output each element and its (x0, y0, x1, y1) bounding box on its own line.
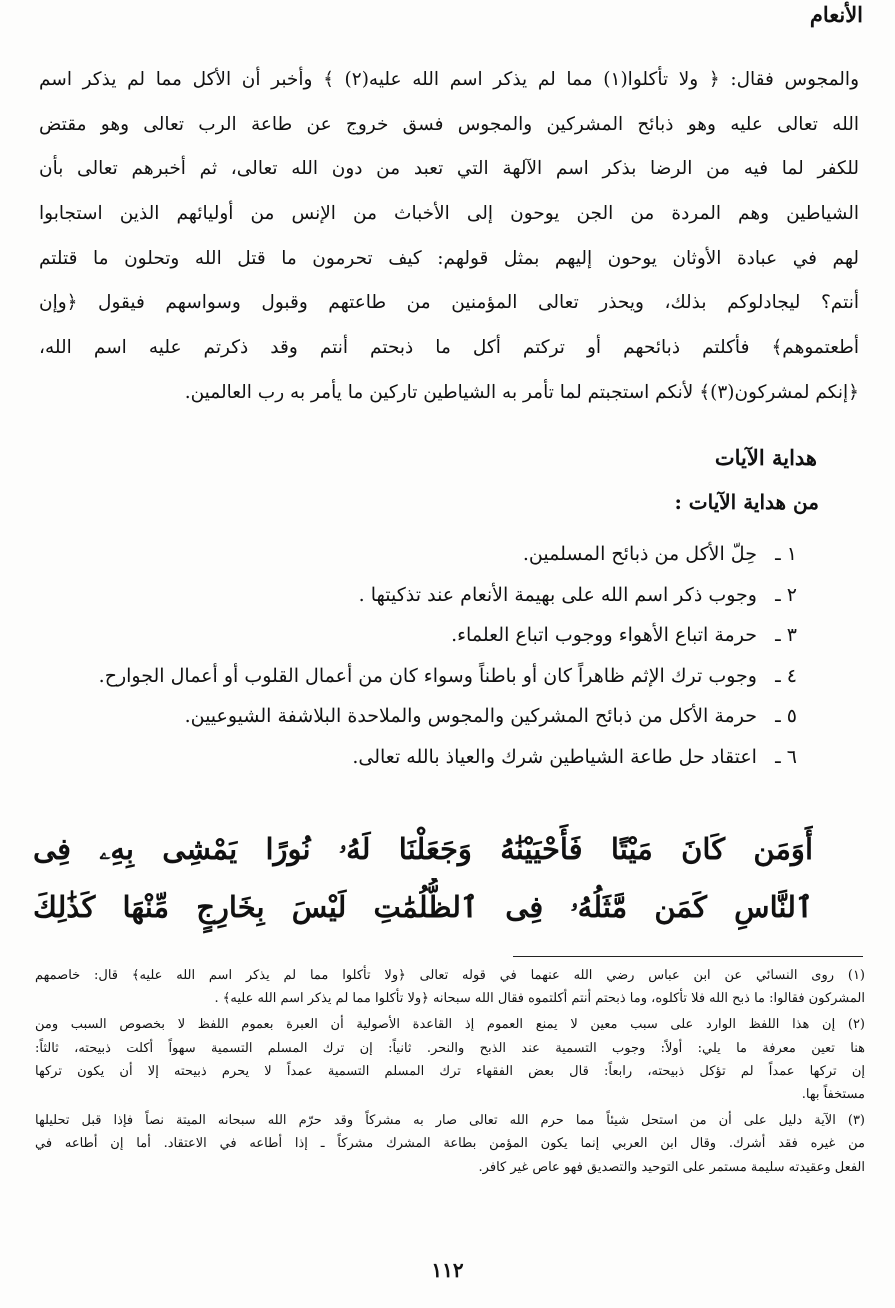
item-text: وجوب ذكر اسم الله على بهيمة الأنعام عند تذكيتها . (358, 583, 757, 606)
text-line: أنتم؟ ليجادلوكم بذلك، ويحذر تعالى المؤمنين من طاعتهم وقبول وسواسهم فيقول ﴿وإن (39, 292, 859, 314)
tafsir-text (39, 58, 859, 416)
footnote-line: من غيره فقد أشرك. وقال ابن العربي إنما يكون المؤمن بطاعة المشرك مشركاً ـ إذا أطاعه في الاعتقاد. أما إن أطاعه في (35, 1136, 865, 1152)
footnote (35, 1109, 865, 1179)
subsection-title: من هداية الآيات : (674, 490, 819, 514)
item-number: ٣ ـ (775, 624, 797, 646)
list-item (37, 534, 797, 575)
item-number: ٦ ـ (775, 745, 797, 768)
verse-line: أَوَمَن كَانَ مَيْتًا فَأَحْيَيْنَٰهُ وَجَعَلْنَا لَهُۥ نُورًا يَمْشِى بِهِۦ فِى (33, 832, 813, 866)
text-line: الشياطين وهم المردة من الجن يوحون إلى الأخباث من الإنس من أوليائهم الذين استجابوا (39, 203, 859, 225)
list-item (37, 575, 797, 616)
footnote-line: (١) روى النسائي عن ابن عباس رضي الله عنهما في قوله تعالى ﴿ولا تأكلوا مما لم يذكر اسم الله عليه﴾ قال: خاصمهم (35, 968, 865, 983)
text-line: الله تعالى عليه وهو ذبائح المشركين والمجوس فسق خروج عن طاعة الرب تعالى وهو مقتض (39, 113, 859, 135)
quran-verse (33, 820, 813, 936)
guidance-list (37, 534, 797, 777)
text-line: والمجوس فقال: ﴿ ولا تأكلوا(١) مما لم يذكر اسم الله عليه(٢) ﴾ وأخبر أن الأكل مما لم يذكر اسم (39, 69, 859, 90)
footnote-divider (513, 956, 863, 957)
verse-line: ٱلنَّاسِ كَمَن مَّثَلُهُۥ فِى ٱلظُّلُمَٰتِ لَيْسَ بِخَارِجٍ مِّنْهَا كَذَٰلِكَ (33, 890, 813, 924)
footnote-line: هنا تعين معرفة ما يلي: أولاً: وجوب التسمية عند الذبح والنحر. ثانياً: إن ترك المسلم التسمية سهواً أكلت ذبيحته، ثالثاً: (35, 1040, 865, 1056)
item-text: اعتقاد حل طاعة الشياطين شرك والعياذ بالله تعالى. (352, 745, 757, 768)
text-line: للكفر لما فيه من الرضا بذكر اسم الآلهة التي تعبد من دون الله تعالى، ثم أخبرهم تعالى بأن (39, 158, 859, 180)
item-text: حرمة اتباع الأهواء ووجوب اتباع العلماء. (451, 624, 757, 646)
footnote (35, 964, 865, 1010)
list-item (37, 737, 797, 778)
footnote-line: المشركون فقالوا: ما ذبح الله فلا تأكلوه، وما ذبحتم أنتم أكلتموه فقال الله سبحانه ﴿ولا تأكلوا مما لم يذكر اسم الله عليه﴾ . (214, 991, 865, 1007)
item-number: ١ ـ (775, 543, 797, 565)
text-line: ﴿إنكم لمشركون(٣)﴾ لأنكم استجبتم لما تأمر به الشياطين تاركين ما يأمر به رب العالمين. (184, 381, 859, 403)
list-item (37, 656, 797, 697)
item-number: ٥ ـ (775, 705, 797, 727)
footnote-line: إن تركها عمداً لم تؤكل ذبيحته، رابعاً: قال بعض الفقهاء ترك المسلم التسمية عمداً لا يحرم ذبيحته إلا أن يكون تركها (35, 1063, 865, 1079)
footnote-line: (٣) الآية دليل على أن من استحل شيئاً مما حرم الله تعالى صار به مشركاً وقد حرّم الله سبحانه الميتة نصاً فإذا قبل تحليلها (35, 1113, 865, 1129)
footnote-line: الفعل وعقيدته سليمة مستمر على التوحيد والتصديق فهو عاص غير كافر. (478, 1159, 865, 1175)
item-text: حِلّ الأكل من ذبائح المسلمين. (522, 543, 757, 565)
item-text: وجوب ترك الإثم ظاهراً كان أو باطناً وسواء كان من أعمال القلوب أو أعمال الجوارح. (98, 664, 757, 687)
footnote-line: مستخفاً بها. (801, 1086, 865, 1102)
running-header: الأنعام (809, 2, 863, 27)
item-number: ٤ ـ (775, 664, 797, 687)
list-item (37, 615, 797, 656)
item-text: حرمة الأكل من ذبائح المشركين والمجوس والملاحدة البلاشفة الشيوعيين. (184, 705, 757, 727)
footnote (35, 1013, 865, 1106)
footnote-line: (٢) إن هذا اللفظ الوارد على سبب معين لا يمنع العموم إذ القاعدة الأصولية أن العبرة بعموم اللفظ لا بخصوص السبب ومن (35, 1017, 865, 1033)
item-number: ٢ ـ (775, 583, 797, 606)
section-title: هداية الآيات (714, 445, 817, 470)
text-line: أطعتموهم﴾ فأكلتم ذبائحهم أو تركتم أكل ما ذبحتم أنتم وقد ذكرتم عليه اسم الله، (39, 337, 859, 359)
page-number: ١١٢ (431, 1258, 464, 1282)
text-line: لهم في عبادة الأوثان يوحون إليهم بمثل قولهم: كيف تحرمون ما قتل الله وتحلون ما قتلتم (39, 247, 859, 269)
footnotes (35, 964, 865, 1182)
list-item (37, 696, 797, 737)
